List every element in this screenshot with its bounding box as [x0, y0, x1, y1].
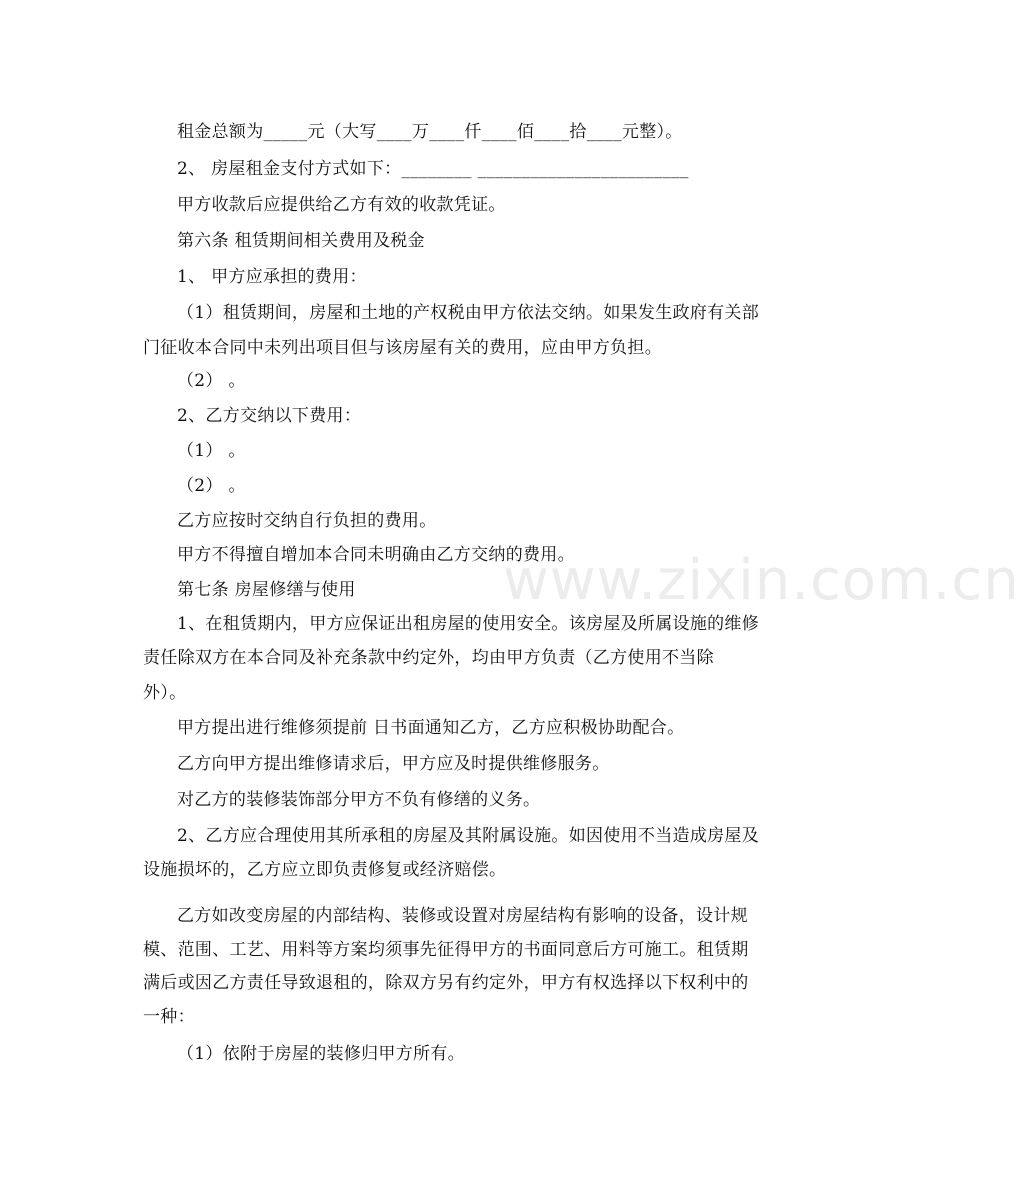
text-line: 设施损坏的，乙方应立即负责修复或经济赔偿。: [143, 860, 507, 880]
text-line: 门征收本合同中未列出项目但与该房屋有关的费用，应由甲方负担。: [143, 338, 662, 358]
text-line: 甲方收款后应提供给乙方有效的收款凭证。: [177, 195, 506, 215]
watermark: www.zixin.com.cn: [503, 548, 1020, 613]
text-line: 满后或因乙方责任导致退租的，除双方另有约定外，甲方有权选择以下权利中的: [143, 973, 749, 993]
text-line: 1、 甲方应承担的费用：: [177, 267, 367, 287]
text-line: 甲方提出进行维修须提前 日书面通知乙方，乙方应积极协助配合。: [177, 718, 685, 738]
text-line: 2、乙方应合理使用其所承租的房屋及其附属设施。如因使用不当造成房屋及: [177, 826, 760, 846]
text-line: 乙方如改变房屋的内部结构、装修或设置对房屋结构有影响的设备，设计规: [177, 906, 748, 926]
text-line: 甲方不得擅自增加本合同未明确由乙方交纳的费用。: [177, 545, 575, 565]
text-line: 责任除双方在本合同及补充条款中约定外，均由甲方负责（乙方使用不当除: [143, 648, 714, 668]
text-line: 外）。: [143, 683, 187, 703]
text-line: 2、乙方交纳以下费用：: [177, 406, 362, 426]
text-line: （1）租赁期间，房屋和土地的产权税由甲方依法交纳。如果发生政府有关部: [177, 303, 760, 323]
text-line: 乙方向甲方提出维修请求后，甲方应及时提供维修服务。: [177, 754, 610, 774]
text-line: 2、 房屋租金支付方式如下：________ ________________________: [177, 159, 689, 179]
section-heading: 第七条 房屋修缮与使用: [177, 580, 356, 600]
text-line: 模、范围、工艺、用料等方案均须事先征得甲方的书面同意后方可施工。租赁期: [143, 940, 749, 960]
section-heading: 第六条 租赁期间相关费用及税金: [177, 231, 425, 251]
text-line: （2） 。: [177, 476, 246, 496]
text-line: 1、在租赁期内，甲方应保证出租房屋的使用安全。该房屋及所属设施的维修: [177, 614, 760, 634]
text-line: （1）依附于房屋的装修归甲方所有。: [177, 1044, 465, 1064]
text-line: 一种：: [143, 1007, 195, 1027]
text-line: （1） 。: [177, 441, 246, 461]
text-line: 乙方应按时交纳自行负担的费用。: [177, 511, 437, 531]
text-line: （2） 。: [177, 371, 246, 391]
text-line: 租金总额为_____元（大写____万____仟____佰____拾____元整）。: [177, 122, 683, 142]
text-line: 对乙方的装修装饰部分甲方不负有修缮的义务。: [177, 790, 541, 810]
